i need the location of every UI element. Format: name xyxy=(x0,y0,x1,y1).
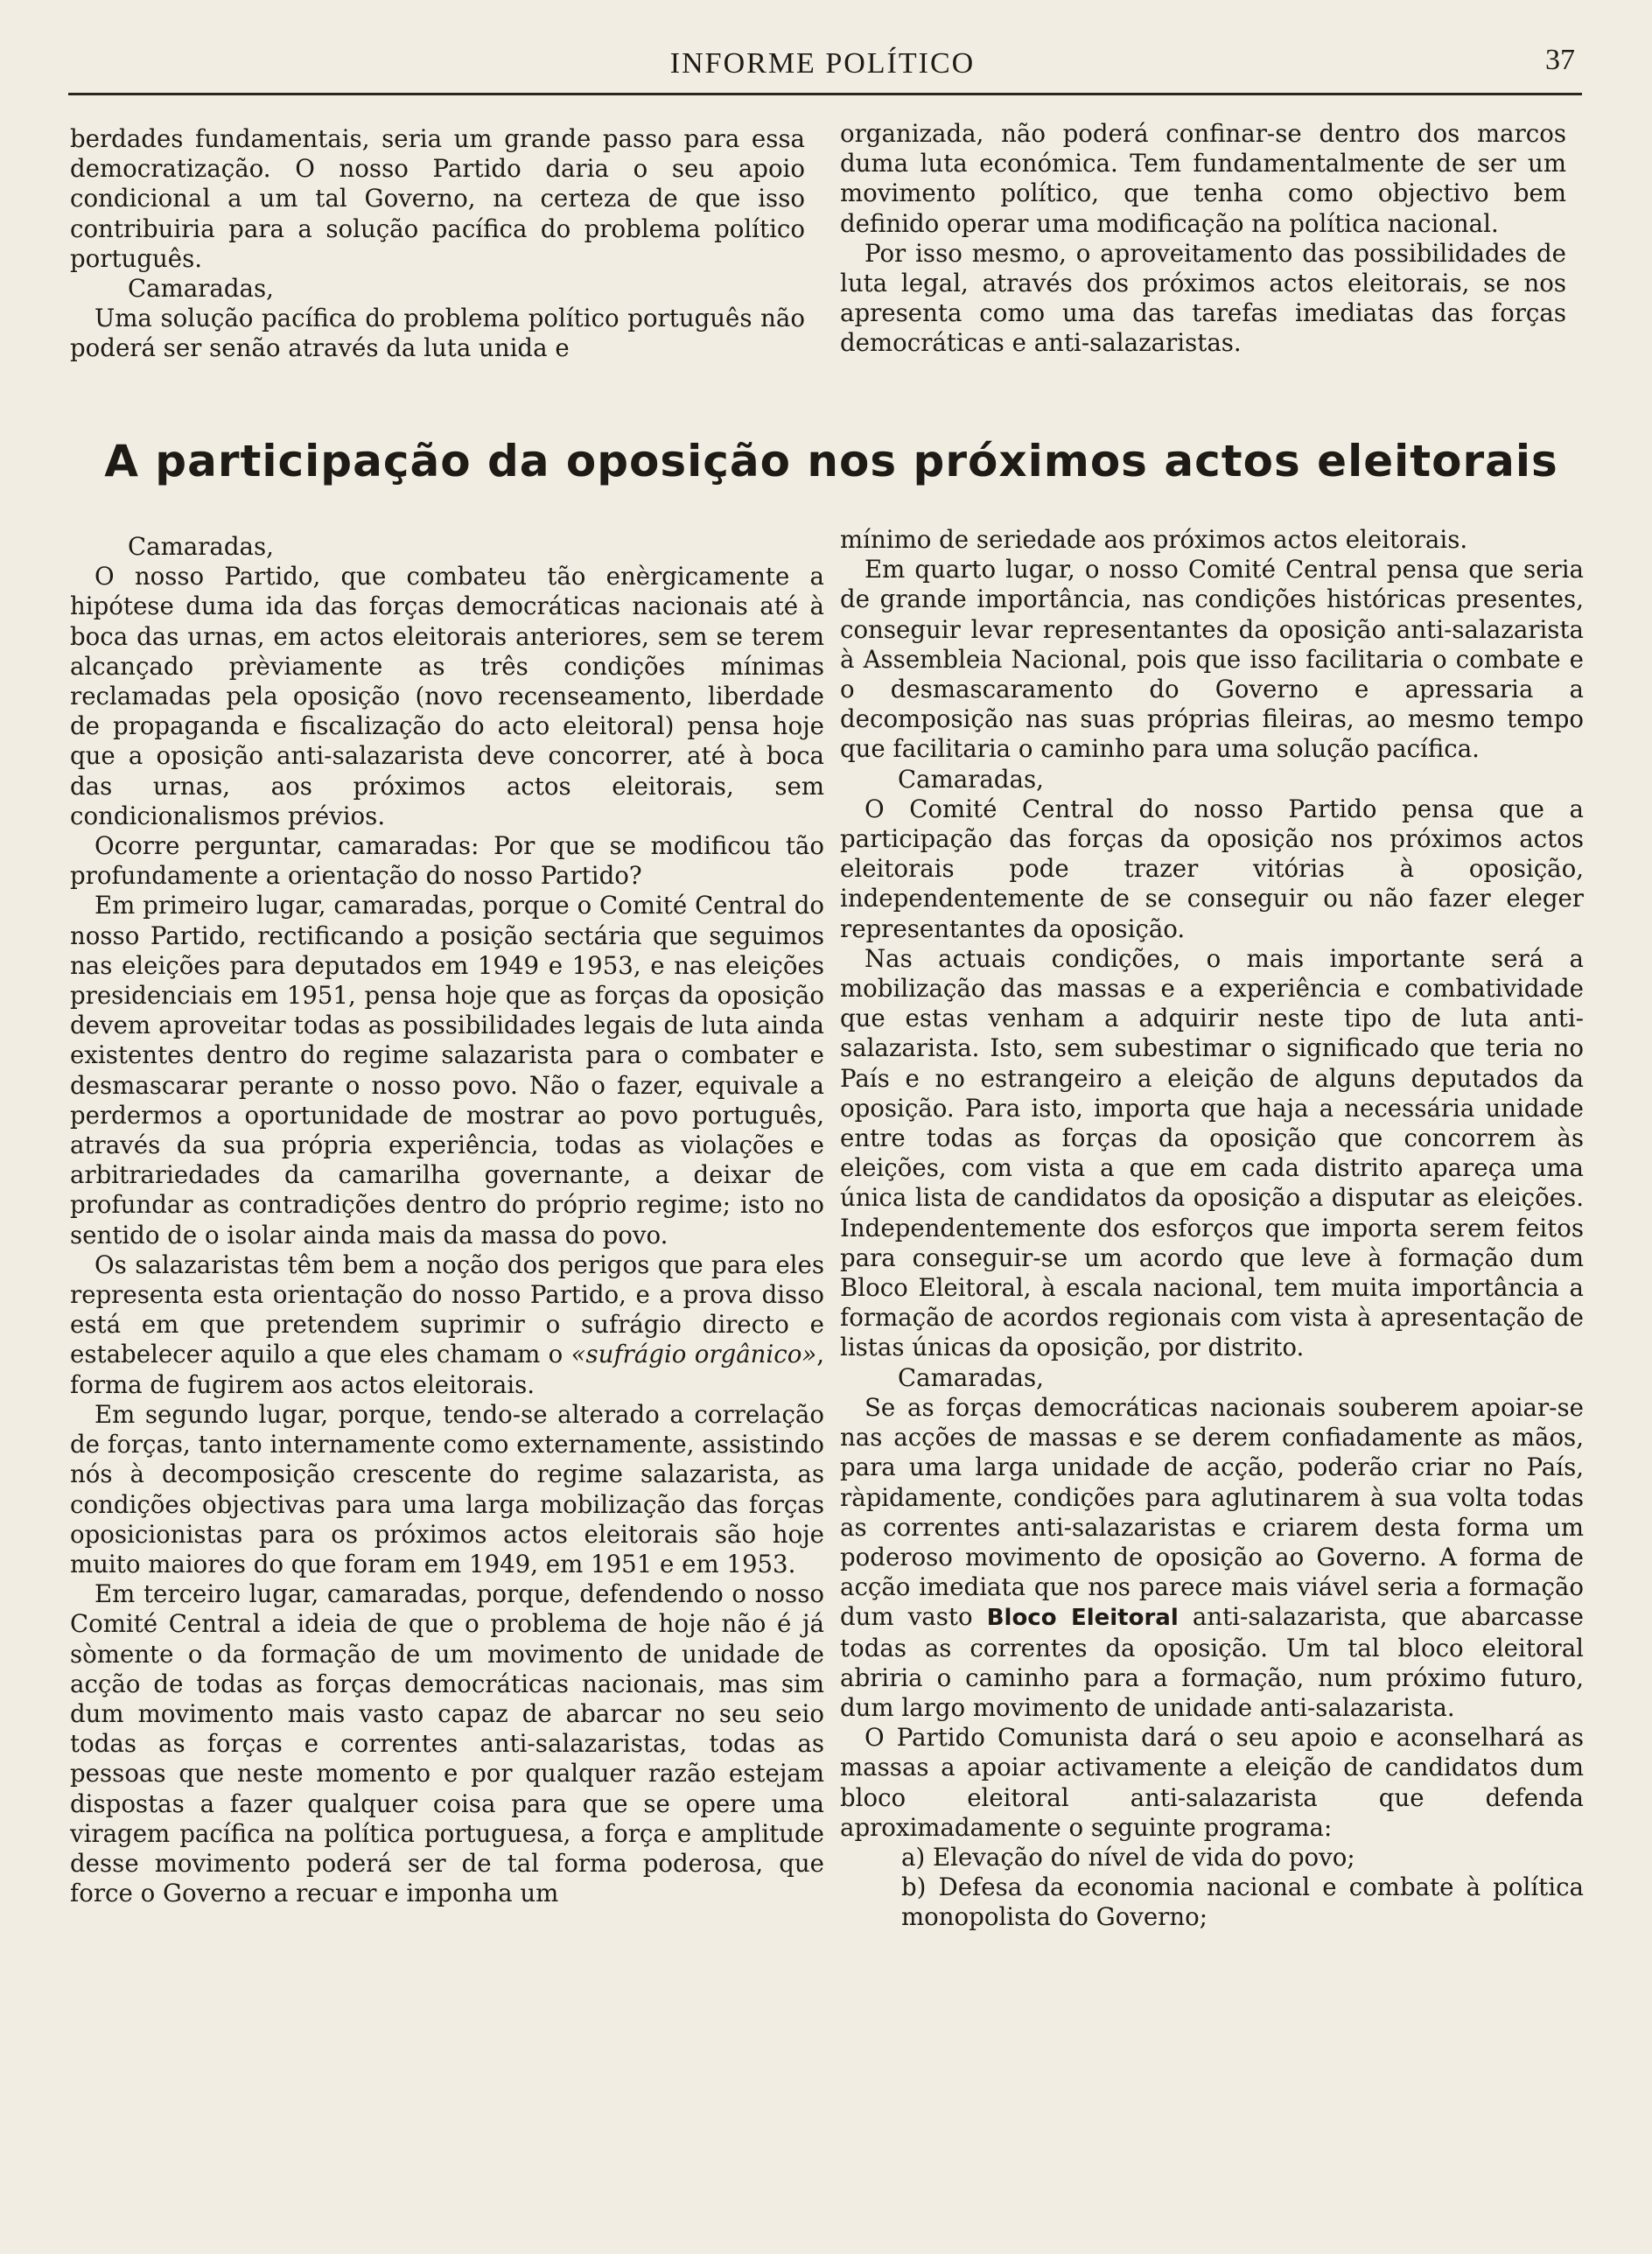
bold-term: Bloco Eleitoral xyxy=(986,1605,1179,1632)
paragraph-text: Se as forças democráticas nacionais souberem apoiar-se nas acções de massas e se derem confiadamente as mãos, para uma larga unidade de acção, poderão criar no País, ràpidamente, condições para aglutinarem à sua volta todas as correntes anti-salazaristas e criarem desta forma um poderoso movimento de oposição ao Governo. A forma de acção imediata que nos parece mais viável seria a formação dum vasto xyxy=(840,1392,1584,1632)
salutation: Camaradas, xyxy=(128,274,274,304)
paragraph: Em quarto lugar, o nosso Comité Central pensa que seria de grande importância, nas condições históricas presentes, conseguir levar representantes da oposição anti-salazarista à Assembleia Nacional, pois que isso facilitaria o combate e o desmascaramento do Governo e apressaria a decomposição nas suas próprias fileiras, ao mesmo tempo que facilitaria o caminho para uma solução pacífica. xyxy=(840,555,1584,764)
program-item: a) Elevação do nível de vida do povo; xyxy=(901,1842,1355,1872)
paragraph: organizada, não poderá confinar-se dentro dos marcos duma luta económica. Tem fundamentalmente de ser um movimento político, que tenha como objectivo bem definido operar uma modificação na política nacional. xyxy=(840,119,1566,238)
article-left-column xyxy=(70,532,824,1908)
paragraph: Em terceiro lugar, camaradas, porque, defendendo o nosso Comité Central a ideia de que o problema de hoje não é já sòmente o da formação de um movimento de unidade de acção de todas as forças democráticas nacionais, mas sim dum movimento mais vasto capaz de abarcar no seu seio todas as forças e correntes anti-salazaristas, todas as pessoas que neste momento e por qualquer razão estejam dispostas a fazer qualquer coisa para que se opere uma viragem pacífica na política portuguesa, a força e amplitude desse movimento poderá ser de tal forma poderosa, que force o Governo a recuar e imponha um xyxy=(70,1579,824,1908)
running-header xyxy=(61,44,1584,96)
top-left-column xyxy=(70,124,805,364)
top-right-column xyxy=(840,119,1566,359)
paragraph: Nas actuais condições, o mais importante será a mobilização das massas e a experiência e combatividade que estas venham a adquirir neste tipo de luta anti-salazarista. Isto, sem subestimar o significado que teria no País e no estrangeiro a eleição de alguns deputados da oposição. Para isto, importa que haja a necessária unidade entre todas as forças da oposição que concorrem às eleições, com vista a que em cada distrito apareça uma única lista de candidatos da oposição a disputar as eleições. Independentemente dos esforços que importa serem feitos para conseguir-se um acordo que leve à formação dum Bloco Eleitoral, à escala nacional, tem muita importância a formação de acordos regionais com vista à apresentação de listas únicas da oposição, por distrito. xyxy=(840,943,1584,1362)
salutation: Camaradas, xyxy=(128,532,274,561)
paragraph: mínimo de seriedade aos próximos actos eleitorais. xyxy=(840,525,1468,554)
article-right-column xyxy=(840,525,1584,1933)
paragraph-text: anti-salazarista, que abarcasse todas as correntes da oposição. Um tal bloco eleitoral abriria o caminho para a formação, num próximo futuro, dum largo movimento de unidade anti-salazarista. xyxy=(840,1602,1584,1722)
page-number: 37 xyxy=(1545,44,1575,76)
section-headline: A participação da oposição nos próximos actos eleitorais xyxy=(104,436,1558,486)
paragraph: O Comité Central do nosso Partido pensa que a participação das forças da oposição nos próximos actos eleitorais pode trazer vitórias à oposição, independentemente de se conseguir ou não fazer eleger representantes da oposição. xyxy=(840,794,1584,943)
paragraph-text: , forma de fugirem aos actos eleitorais. xyxy=(70,1340,824,1399)
salutation: Camaradas, xyxy=(898,1362,1044,1392)
paragraph: O nosso Partido, que combateu tão enèrgicamente a hipótese duma ida das forças democráticas nacionais até à boca das urnas, em actos eleitorais anteriores, sem se terem alcançado prèviamente as três condições mínimas reclamadas pela oposição (novo recenseamento, liberdade de propaganda e fiscalização do acto eleitoral) pensa hoje que a oposição anti-salazarista deve concorrer, até à boca das urnas, aos próximos actos eleitorais, sem condicionalismos prévios. xyxy=(70,562,824,830)
paragraph: O Partido Comunista dará o seu apoio e aconselhará as massas a apoiar activamente a eleição de candidatos dum bloco eleitoral anti-salazarista que defenda aproximadamente o seguinte programa: xyxy=(840,1723,1584,1842)
paragraph xyxy=(70,1250,824,1400)
paragraph: berdades fundamentais, seria um grande passo para essa democratização. O nosso Partido daria o seu apoio condicional a um tal Governo, na certeza de que isso contribuiria para a solução pacífica do problema político português. xyxy=(70,124,805,273)
program-item: b) Defesa da economia nacional e combate à política monopolista do Governo; xyxy=(901,1872,1584,1932)
running-title: INFORME POLÍTICO xyxy=(669,47,976,80)
paragraph: Por isso mesmo, o aproveitamento das possibilidades de luta legal, através dos próximos actos eleitorais, se nos apresenta como uma das tarefas imediatas das forças democráticas e anti-salazaristas. xyxy=(840,238,1566,358)
paragraph-text: Os salazaristas têm bem a noção dos perigos que para eles representa esta orientação do nosso Partido, e a prova disso está em que pretendem suprimir o sufrágio directo e estabelecer aquilo a que eles chamam o xyxy=(70,1250,824,1369)
header-rule xyxy=(68,93,1582,95)
paragraph: Em primeiro lugar, camaradas, porque o Comité Central do nosso Partido, rectificando a posição sectária que seguimos nas eleições para deputados em 1949 e 1953, e nas eleições presidenciais em 1951, pensa hoje que as forças da oposição devem aproveitar todas as possibilidades legais de luta ainda existentes dentro do regime salazarista para o combater e desmascarar perante o nosso povo. Não o fazer, equivale a perdermos a oportunidade de mostrar ao povo português, através da sua própria experiência, todas as violações e arbitrariedades da camarilha governante, a deixar de profundar as contradições dentro do próprio regime; isto no sentido de o isolar ainda mais da massa do povo. xyxy=(70,891,824,1250)
paragraph: Uma solução pacífica do problema político português não poderá ser senão através da luta unida e xyxy=(70,304,805,363)
paragraph: Ocorre perguntar, camaradas: Por que se modificou tão profundamente a orientação do nosso Partido? xyxy=(70,831,824,891)
paragraph xyxy=(840,1393,1584,1723)
paragraph: Em segundo lugar, porque, tendo-se alterado a correlação de forças, tanto internamente como externamente, assistindo nós à decomposição crescente do regime salazarista, as condições objectivas para uma larga mobilização das forças oposicionistas para os próximos actos eleitorais são hoje muito maiores do que foram em 1949, em 1951 e em 1953. xyxy=(70,1399,824,1578)
quoted-term: «sufrágio orgânico» xyxy=(570,1340,817,1369)
salutation: Camaradas, xyxy=(898,764,1044,794)
